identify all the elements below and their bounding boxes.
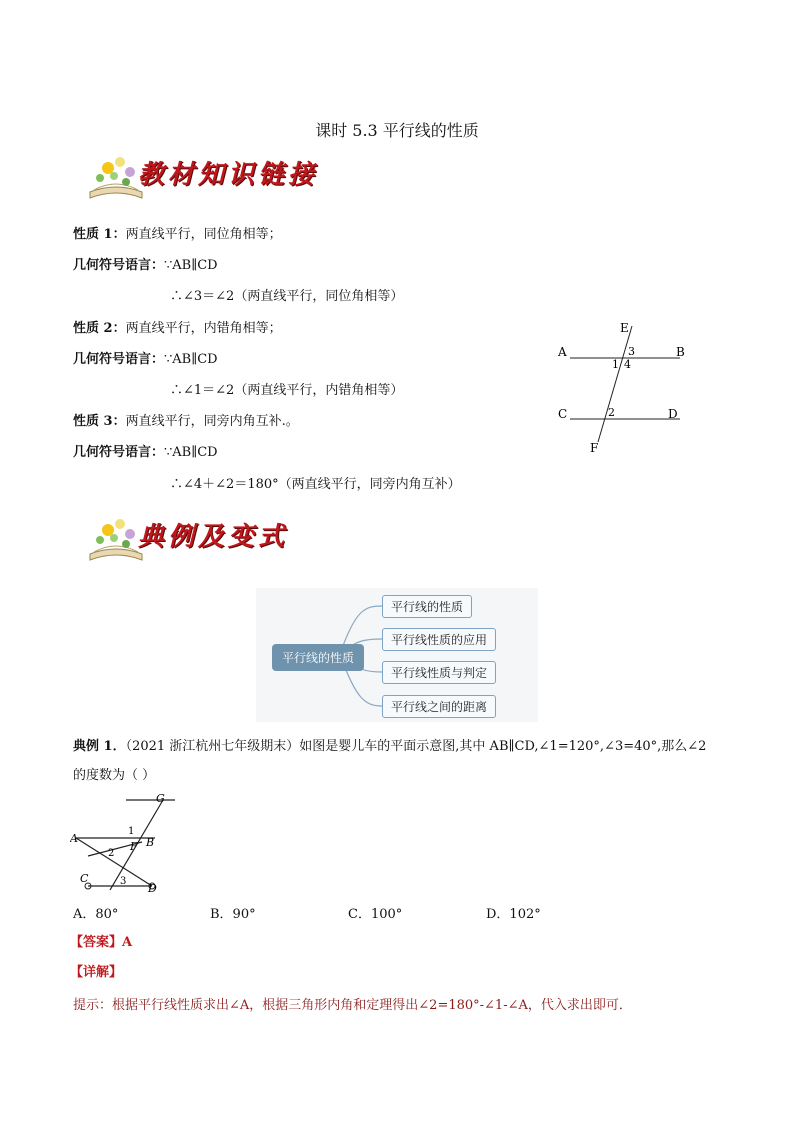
angle-2: 2	[608, 406, 615, 419]
label-c: C	[80, 872, 89, 885]
angle-1: 1	[612, 358, 619, 371]
hint-text: 提示：根据平行线性质求出∠A，根据三角形内角和定理得出∠2=180°-∠1-∠A，代入求出即可．	[73, 998, 632, 1013]
angle-1: 1	[128, 826, 135, 837]
label-g: G	[156, 792, 165, 805]
mind-map-node: 平行线的性质	[382, 595, 472, 618]
example-question-cont: 的度数为（ ）	[73, 768, 156, 783]
label-b: B	[146, 836, 155, 849]
property-2: 性质 2：两直线平行，内错角相等；	[73, 321, 282, 336]
conclusion-3: ∴∠4＋∠2＝180°（两直线平行，同旁内角互补）	[170, 477, 461, 492]
angle-3: 3	[120, 876, 127, 887]
label-a: A	[70, 832, 78, 845]
mind-map-node: 平行线性质与判定	[382, 661, 496, 684]
symbol-2: 几何符号语言：∵AB∥CD	[73, 352, 218, 367]
angle-2: 2	[108, 848, 115, 859]
label-d: D	[148, 882, 157, 895]
parallel-lines-figure	[550, 318, 700, 458]
symbol-1: 几何符号语言：∵AB∥CD	[73, 258, 218, 273]
label-c: C	[558, 407, 568, 421]
label-b: B	[676, 345, 685, 359]
mind-map-node: 平行线之间的距离	[382, 695, 496, 718]
stroller-figure	[70, 790, 190, 900]
property-3: 性质 3：两直线平行，同旁内角互补.。	[73, 414, 299, 429]
property-1: 性质 1：两直线平行，同位角相等；	[73, 227, 282, 242]
label-a: A	[558, 345, 567, 359]
section-banner-examples	[86, 510, 356, 562]
mind-map-node: 平行线性质的应用	[382, 628, 496, 651]
banner-title: 教材知识链接	[138, 160, 319, 190]
banner-title: 典例及变式	[138, 522, 289, 552]
option-a: A．80°	[73, 907, 119, 922]
conclusion-2: ∴∠1＝∠2（两直线平行，内错角相等）	[170, 383, 404, 398]
label-d: D	[668, 407, 678, 421]
angle-4: 4	[624, 358, 631, 371]
mind-map-root: 平行线的性质	[272, 644, 364, 671]
option-b: B．90°	[210, 907, 256, 922]
option-c: C．100°	[348, 907, 403, 922]
option-d: D．102°	[486, 907, 541, 922]
conclusion-1: ∴∠3＝∠2（两直线平行，同位角相等）	[170, 289, 404, 304]
answer: 【答案】A	[70, 935, 133, 950]
angle-3: 3	[628, 345, 635, 358]
label-f: F	[130, 840, 138, 853]
section-banner-knowledge	[86, 148, 356, 200]
symbol-3: 几何符号语言：∵AB∥CD	[73, 445, 218, 460]
label-f: F	[590, 441, 599, 455]
book-flower-icon	[86, 510, 146, 562]
label-e: E	[620, 321, 629, 335]
book-flower-icon	[86, 148, 146, 200]
detail-label: 【详解】	[70, 965, 123, 980]
page-title: 课时 5.3 平行线的性质	[315, 121, 479, 140]
mind-map	[256, 588, 538, 722]
example-question: 典例 1．（2021 浙江杭州七年级期末）如图是婴儿车的平面示意图,其中 AB∥CD,∠1=120°,∠3=40°,那么∠2	[73, 739, 707, 754]
